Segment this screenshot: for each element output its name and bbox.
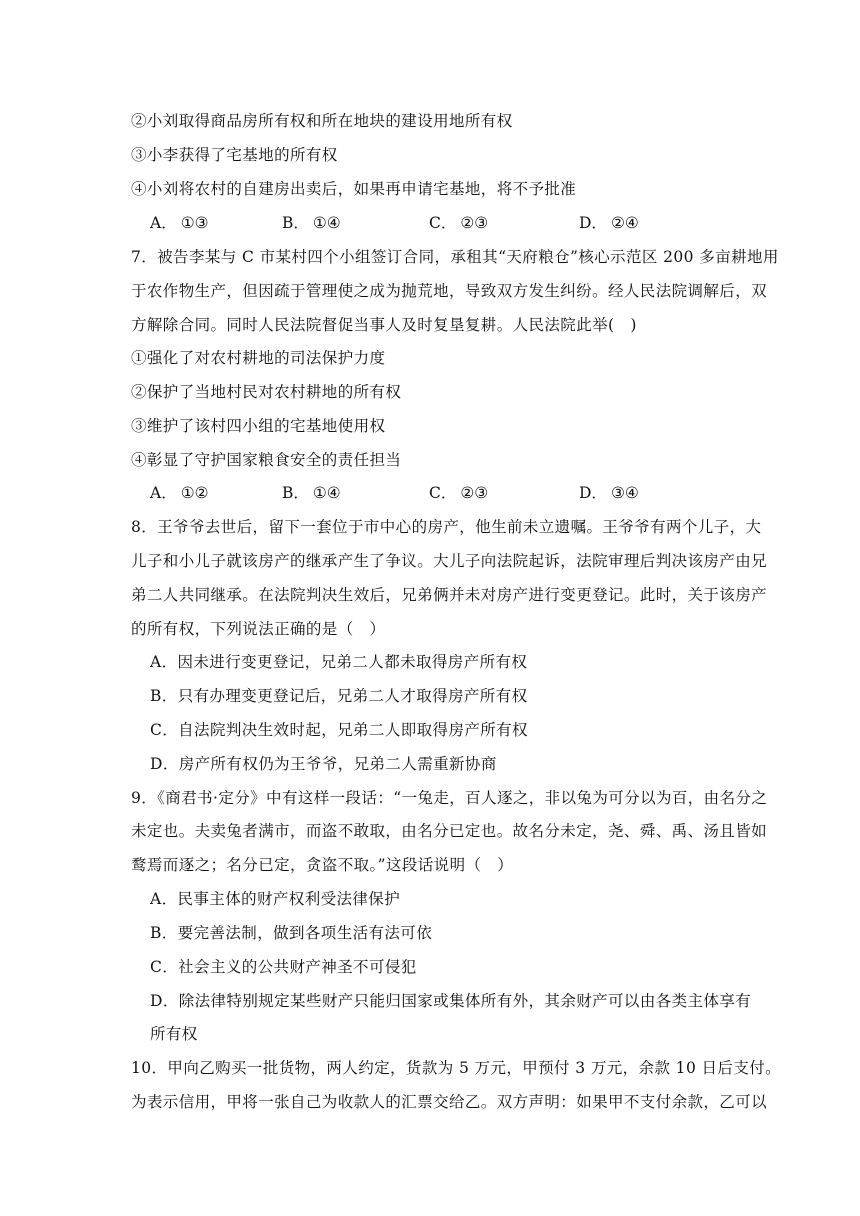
q7-option-c — [429, 483, 488, 503]
option-letter: D． — [579, 214, 607, 232]
q7-option-a — [150, 483, 209, 503]
option-letter: B． — [282, 214, 309, 232]
q10-stem-line-1: 10．甲向乙购买一批货物，两人约定，货款为 5 万元，甲预付 3 万元，余款 10 日后支付。 — [131, 1059, 782, 1077]
q8-choice-c: C．自法院判决生效时起，兄弟二人即取得房产所有权 — [150, 721, 528, 739]
q8-choice-d: D．房产所有权仍为王爷爷，兄弟二人需重新协商 — [150, 755, 497, 773]
q7-stem-line-2: 于农作物生产，但因疏于管理使之成为抛荒地，导致双方发生纠纷。经人民法院调解后，双 — [131, 282, 768, 300]
q7-item-4: ④彰显了守护国家粮食安全的责任担当 — [131, 451, 402, 469]
option-letter: D． — [579, 484, 607, 502]
q9-choice-c: C．社会主义的公共财产神圣不可侵犯 — [150, 958, 417, 976]
q7-option-b — [282, 483, 341, 503]
q9-stem-line-3: 鹜焉而逐之；名分已定，贪盗不取。”这段话说明（ ） — [131, 856, 514, 874]
option-text: ①② — [180, 484, 209, 502]
option-text: ②③ — [460, 214, 489, 232]
q8-stem-line-1: 8．王爷爷去世后，留下一套位于市中心的房产，他生前未立遗嘱。王爷爷有两个儿子，大 — [131, 518, 762, 536]
q8-choice-b: B．只有办理变更登记后，兄弟二人才取得房产所有权 — [150, 687, 528, 705]
q8-choice-a: A．因未进行变更登记，兄弟二人都未取得房产所有权 — [150, 653, 528, 671]
q7-item-3: ③维护了该村四小组的宅基地使用权 — [131, 417, 386, 435]
q9-stem-line-1: 9．《商君书·定分》中有这样一段话：“一兔走，百人逐之，非以兔为可分以为百，由名分之 — [131, 789, 768, 807]
q6-option-b — [282, 213, 341, 233]
q9-stem-line-2: 未定也。夫卖兔者满市，而盗不敢取，由名分已定也。故名分未定，尧、舜、禹、汤且皆如 — [131, 822, 768, 840]
q9-choice-a: A．民事主体的财产权利受法律保护 — [150, 890, 401, 908]
option-text: ①④ — [312, 214, 341, 232]
option-text: ③④ — [610, 484, 639, 502]
q7-item-2: ②保护了当地村民对农村耕地的所有权 — [131, 383, 402, 401]
option-letter: B． — [282, 484, 309, 502]
q6-option-d — [579, 213, 639, 233]
q8-stem-line-4: 的所有权，下列说法正确的是（ ） — [131, 620, 386, 638]
q7-stem-line-1: 7．被告李某与 C 市某村四个小组签订合同，承租其“天府粮仓”核心示范区 200 多亩耕地用 — [131, 248, 779, 266]
q6-option-a — [150, 213, 209, 233]
option-text: ②④ — [610, 214, 639, 232]
q7-options — [150, 483, 750, 503]
option-letter: C． — [429, 484, 457, 502]
q6-item-3: ③小李获得了宅基地的所有权 — [131, 146, 338, 164]
option-text: ①③ — [180, 214, 209, 232]
q6-options — [150, 213, 750, 233]
q9-choice-d: D．除法律特别规定某些财产只能归国家或集体所有外，其余财产可以由各类主体享有 — [150, 992, 752, 1010]
option-text: ②③ — [460, 484, 489, 502]
q8-stem-line-3: 弟二人共同继承。在法院判决生效后，兄弟俩并未对房产进行变更登记。此时，关于该房产 — [131, 586, 768, 604]
q6-item-4: ④小刘将农村的自建房出卖后，如果再申请宅基地，将不予批准 — [131, 180, 577, 198]
q7-option-d — [579, 483, 639, 503]
option-letter: A． — [150, 214, 177, 232]
option-text: ①④ — [312, 484, 341, 502]
q7-stem-line-3: 方解除合同。同时人民法院督促当事人及时复垦复耕。人民法院此举( ) — [131, 316, 637, 334]
option-letter: A． — [150, 484, 177, 502]
q9-choice-d-continuation: 所有权 — [150, 1025, 198, 1043]
q10-stem-line-2: 为表示信用，甲将一张自己为收款人的汇票交给乙。双方声明：如果甲不支付余款，乙可以 — [131, 1093, 768, 1111]
q8-stem-line-2: 儿子和小儿子就该房产的继承产生了争议。大儿子向法院起诉，法院审理后判决该房产由兄 — [131, 552, 768, 570]
q7-item-1: ①强化了对农村耕地的司法保护力度 — [131, 349, 386, 367]
option-letter: C． — [429, 214, 457, 232]
q6-item-2: ②小刘取得商品房所有权和所在地块的建设用地所有权 — [131, 112, 513, 130]
q6-option-c — [429, 213, 488, 233]
q9-choice-b: B．要完善法制，做到各项生活有法可依 — [150, 924, 433, 942]
